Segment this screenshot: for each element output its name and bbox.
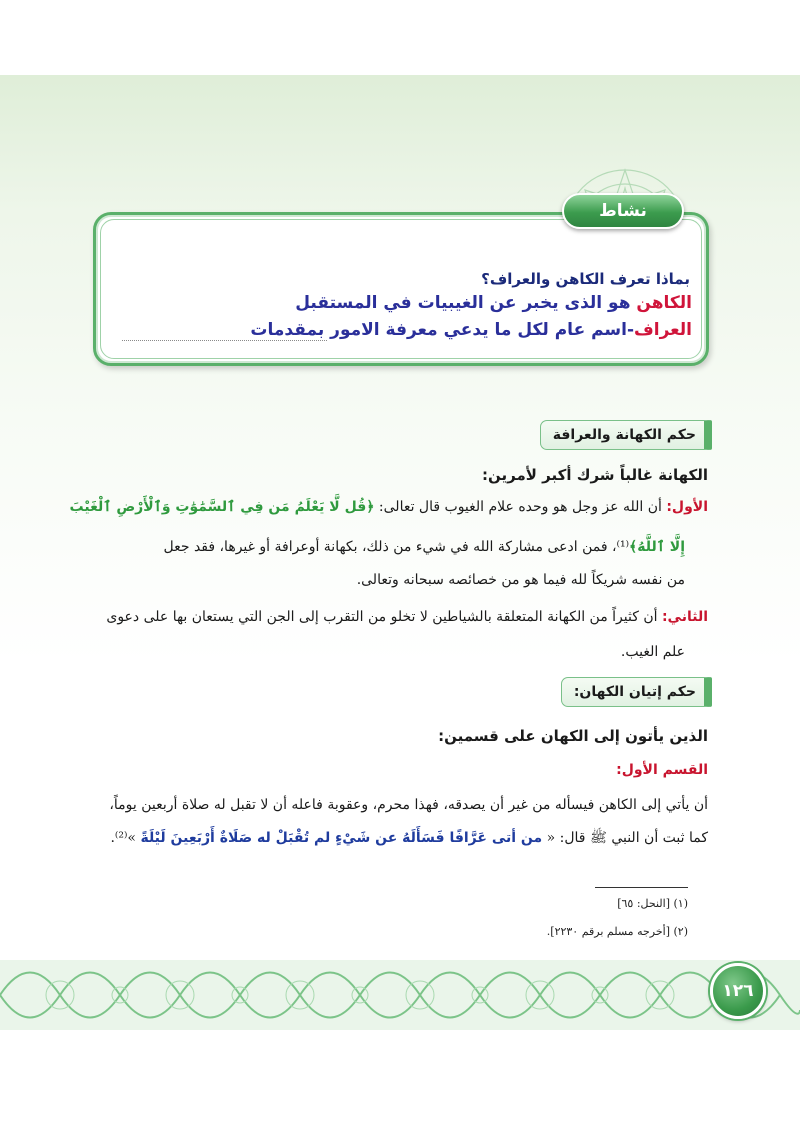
footnote-ref-1: ⁽¹⁾ <box>616 539 630 555</box>
activity-answer-1 <box>295 293 692 313</box>
footnote-1: (١) [النحل: ٦٥] <box>617 897 688 910</box>
quran-verse-part-1: ﴿قُل لَّا يَعْلَمُ مَن فِي ٱلسَّمَٰوَٰتِ وَٱلْأَرْضِ ٱلْغَيْبَ <box>69 499 375 515</box>
part-one-body-line-1: أن يأتي إلى الكاهن فيسأله من غير أن يصدقه، فهذا محرم، وعقوبة فاعله أن لا تقبل له صلاة أربعين يوماً، <box>109 797 708 813</box>
second-reason-line-2: علم الغيب. <box>620 644 685 660</box>
section2-intro: الذين يأتون إلى الكهان على قسمين: <box>438 727 708 745</box>
answer-dotted-line <box>122 340 327 341</box>
activity-box <box>93 212 709 366</box>
part-one-label: القسم الأول: <box>616 762 708 778</box>
activity-badge: نشاط <box>562 193 684 229</box>
section1-intro: الكهانة غالباً شرك أكبر لأمرين: <box>482 466 708 484</box>
part-one-body-line-2 <box>110 828 708 848</box>
textbook-page <box>0 75 800 1055</box>
page-number: ١٢٦ <box>710 963 766 1019</box>
second-reason-text: أن كثيراً من الكهانة المتعلقة بالشياطين لا تخلو من التقرب إلى الجن التي يستعان بها على دعوى <box>106 609 662 625</box>
quran-verse-part-2: إِلَّا ٱللَّهُ﴾ <box>629 539 685 555</box>
term-kahin: الكاهن <box>636 293 692 313</box>
second-reason-line-1 <box>106 607 708 627</box>
definition-arraf: -اسم عام لكل ما يدعي معرفة الامور بمقدمات <box>250 320 635 340</box>
footnote-divider <box>595 887 688 888</box>
hadith-outro: »⁽²⁾. <box>110 830 141 846</box>
hadith-text: من أتى عَرَّافًا فَسَأَلَهُ عن شَيْءٍ لم تُقْبَلْ له صَلَاةٌ أَرْبَعِينَ لَيْلَةً <box>140 830 543 846</box>
first-label: الأول: <box>666 499 708 515</box>
first-reason-line-1 <box>70 497 708 517</box>
first-reason-line-3: من نفسه شريكاً لله فيما هو من خصائصه سبحانه وتعالى. <box>356 572 685 588</box>
section-heading-visiting: حكم إتيان الكهان: <box>561 677 712 707</box>
hadith-intro: كما ثبت أن النبي ﷺ قال: « <box>542 830 708 846</box>
term-arraf: العراف <box>634 320 692 340</box>
second-label: الثاني: <box>661 609 708 625</box>
activity-question: بماذا تعرف الكاهن والعراف؟ <box>481 270 690 288</box>
activity-answer-2 <box>250 320 692 340</box>
first-reason-continuation: ، فمن ادعى مشاركة الله في شيء من ذلك، بكهانة أوعرافة أو غيرها، فقد جعل <box>163 539 617 555</box>
ornament-border-icon <box>0 960 800 1030</box>
footnote-2: (٢) [أخرجه مسلم برقم ٢٢٣٠]. <box>546 925 688 938</box>
first-reason-text: أن الله عز وجل هو وحده علام الغيوب قال تعالى: <box>374 499 667 515</box>
section-heading-ruling: حكم الكهانة والعرافة <box>540 420 712 450</box>
first-reason-line-2 <box>164 537 686 557</box>
definition-kahin: هو الذى يخبر عن الغيبيات في المستقبل <box>295 293 637 313</box>
